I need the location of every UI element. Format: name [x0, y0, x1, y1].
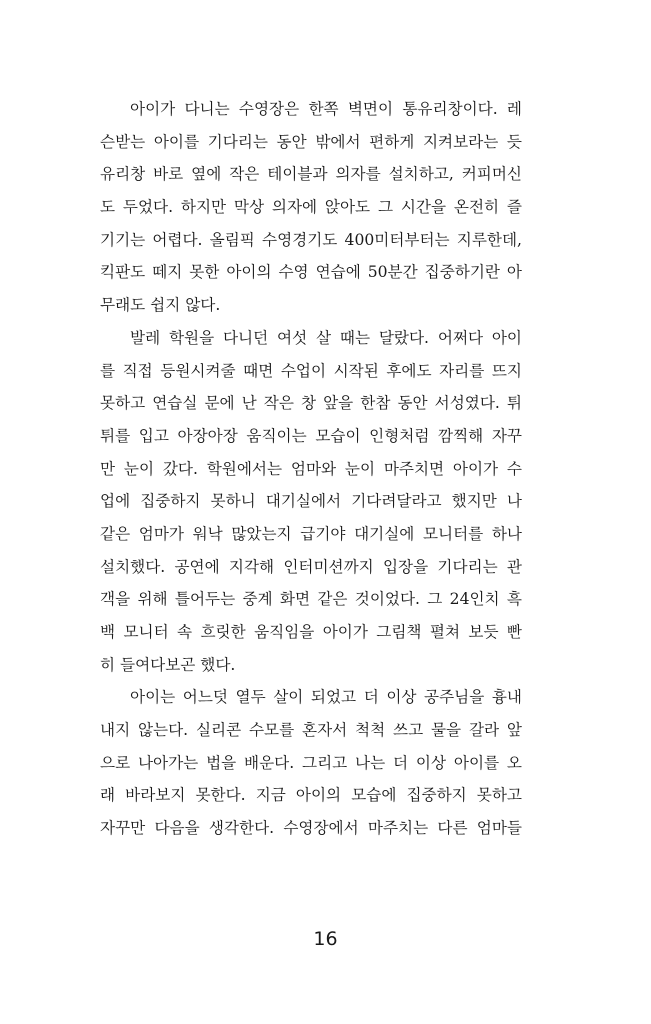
text-line: 설치했다. 공연에 지각해 인터미션까지 입장을 기다리는 관 [100, 557, 522, 576]
text-line: 자꾸만 다음을 생각한다. 수영장에서 마주치는 다른 엄마들 [100, 819, 522, 838]
text-line: 못하고 연습실 문에 난 작은 창 앞을 한참 동안 서성였다. 튀 [100, 394, 522, 413]
text-line: 래 바라보지 못한다. 지금 아이의 모습에 집중하지 못하고 [100, 786, 522, 805]
text-line: 무래도 쉽지 않다. [100, 296, 221, 315]
body-text [100, 93, 522, 845]
text-line: 유리창 바로 옆에 작은 테이블과 의자를 설치하고, 커피머신 [100, 165, 522, 184]
text-line: 킥판도 떼지 못한 아이의 수영 연습에 50분간 집중하기란 아 [100, 263, 522, 282]
text-line: 으로 나아가는 법을 배운다. 그리고 나는 더 이상 아이를 오 [100, 753, 522, 772]
text-line: 히 들여다보곤 했다. [100, 655, 236, 674]
text-line: 를 직접 등원시켜줄 때면 수업이 시작된 후에도 자리를 뜨지 [100, 361, 522, 380]
text-line: 백 모니터 속 흐릿한 움직임을 아이가 그림책 펼쳐 보듯 빤 [100, 623, 522, 641]
text-line: 발레 학원을 다니던 여섯 살 때는 달랐다. 어쩌다 아이 [130, 328, 522, 347]
text-line: 아이가 다니는 수영장은 한쪽 벽면이 통유리창이다. 레 [130, 100, 522, 118]
text-line: 도 두었다. 하지만 막상 의자에 앉아도 그 시간을 온전히 즐 [100, 198, 522, 217]
text-line: 같은 엄마가 워낙 많았는지 급기야 대기실에 모니터를 하나 [100, 524, 522, 543]
text-line: 아이는 어느덧 열두 살이 되었고 더 이상 공주님을 흉내 [130, 688, 522, 707]
text-line: 기기는 어렵다. 올림픽 수영경기도 400미터부터는 지루한데, [100, 230, 522, 249]
text-line: 내지 않는다. 실리콘 수모를 혼자서 척척 쓰고 물을 갈라 앞 [100, 721, 522, 740]
text-line: 슨받는 아이를 기다리는 동안 밖에서 편하게 지켜보라는 듯 [100, 132, 522, 151]
page-number: 16 [313, 928, 338, 950]
text-line: 객을 위해 틀어두는 중계 화면 같은 것이었다. 그 24인치 흑 [100, 590, 522, 609]
text-line: 만 눈이 갔다. 학원에서는 엄마와 눈이 마주치면 아이가 수 [100, 459, 522, 478]
text-line: 업에 집중하지 못하니 대기실에서 기다려달라고 했지만 나 [100, 492, 522, 511]
text-line: 튀를 입고 아장아장 움직이는 모습이 인형처럼 깜찍해 자꾸 [100, 426, 522, 445]
